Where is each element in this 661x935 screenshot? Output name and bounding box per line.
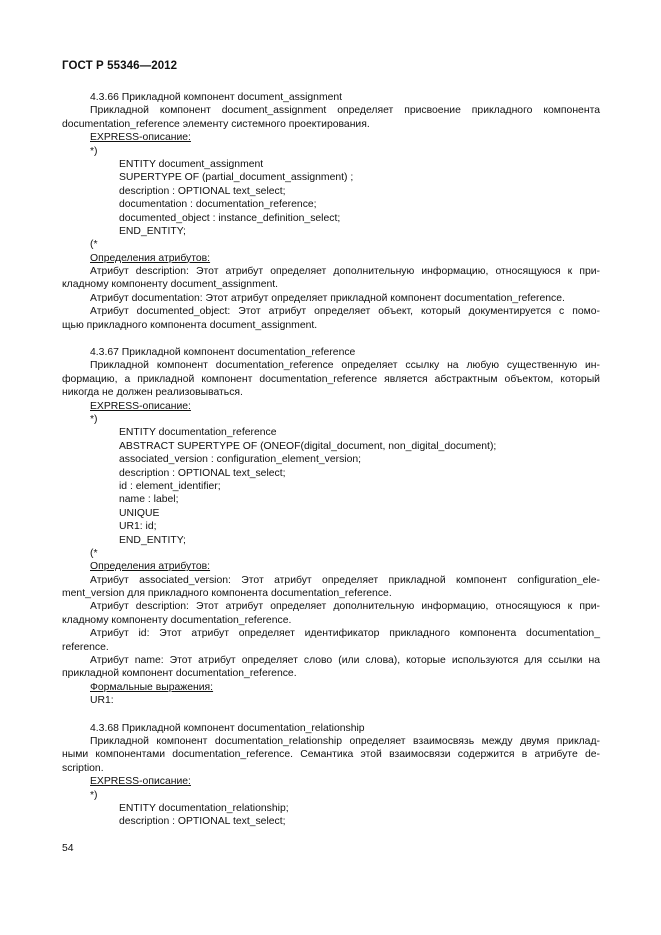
text-line: ENTITY documentation_relationship; (119, 802, 289, 814)
text-line: UR1: id; (119, 521, 157, 533)
text-line: ными компонентами documentation_reference. Семантика этой взаимосвязи содержится в атрибуте de- (62, 749, 600, 761)
text-line: Атрибут documented_object: Этот атрибут определяет объект, который документируется с помо- (90, 306, 600, 318)
text-line: 4.3.68 Прикладной компонент documentation_relationship (90, 722, 365, 734)
text-line: кладному компоненту document_assignment. (62, 279, 279, 291)
text-line: name : label; (119, 494, 179, 506)
text-line: END_ENTITY; (119, 534, 186, 546)
text-line (62, 560, 600, 573)
text-line: *) (90, 413, 98, 425)
text-line: 4.3.67 Прикладной компонент documentation_reference (90, 347, 356, 359)
text-line: description : OPTIONAL text_select; (119, 185, 286, 197)
text-line: ment_version для прикладного компонента documentation_reference. (62, 588, 392, 600)
text-line: прикладной компонент documentation_reference. (62, 668, 297, 680)
text-line: END_ENTITY; (119, 225, 186, 237)
text-line (62, 252, 600, 265)
text-line (62, 131, 600, 144)
section-label: Определения атрибутов: (90, 561, 211, 573)
text-line: Атрибут id: Этот атрибут определяет идентификатор прикладного компонента documentation_ (90, 628, 600, 640)
text-line: формацию, а прикладной компонент documentation_reference является абстрактным объектом, который (62, 373, 600, 385)
section-label: Формальные выражения: (90, 681, 214, 693)
text-line: description : OPTIONAL text_select; (119, 467, 286, 479)
text-line: Атрибут description: Этот атрибут определяет дополнительную информацию, относящуюся к при- (90, 601, 600, 613)
text-line: *) (90, 789, 98, 801)
paragraph-gap (62, 332, 600, 346)
document-header: ГОСТ Р 55346—2012 (62, 60, 178, 72)
text-line: Атрибут documentation: Этот атрибут определяет прикладной компонент documentation_reference. (90, 292, 565, 304)
text-line: щью прикладного компонента document_assignment. (62, 319, 318, 331)
text-line: UR1: (90, 695, 114, 707)
text-line: Прикладной компонент documentation_reference определяет ссылку на любую существенную ин- (90, 360, 600, 372)
text-line: Прикладной компонент documentation_relationship определяет взаимосвязь между двумя приклад- (90, 735, 600, 747)
section-label: EXPRESS-описание: (90, 776, 191, 788)
text-line: ABSTRACT SUPERTYPE OF (ONEOF(digital_document, non_digital_document); (119, 440, 497, 452)
text-line (62, 775, 600, 788)
text-line: ENTITY document_assignment (119, 158, 264, 170)
text-line: associated_version : configuration_element_version; (119, 454, 362, 466)
text-line: 4.3.66 Прикладной компонент document_assignment (90, 92, 343, 103)
text-line: description : OPTIONAL text_select; (119, 816, 286, 828)
text-line: кладному компоненту documentation_reference. (62, 614, 292, 626)
text-line: Прикладной компонент document_assignment определяет присвоение прикладного компонента (90, 105, 600, 117)
text-line: documentation : documentation_reference; (119, 199, 317, 211)
section-label: Определения атрибутов: (90, 252, 211, 264)
text-line: id : element_identifier; (119, 480, 221, 492)
text-line: UNIQUE (119, 507, 160, 519)
text-line: documented_object : instance_definition_select; (119, 212, 341, 224)
document-body (62, 91, 600, 829)
section-label: EXPRESS-описание: (90, 132, 191, 144)
page-number: 54 (62, 843, 74, 854)
text-line: ENTITY documentation_reference (119, 427, 277, 439)
text-line: SUPERTYPE OF (partial_document_assignment) ; (119, 172, 354, 184)
text-line: (* (90, 547, 98, 559)
text-line: Атрибут description: Этот атрибут определяет дополнительную информацию, относящуюся к при- (90, 266, 600, 278)
section-label: EXPRESS-описание: (90, 400, 191, 412)
text-line: *) (90, 145, 98, 157)
text-line: Атрибут name: Этот атрибут определяет слово (или слова), которые используются для ссылки на (90, 655, 600, 667)
text-line (62, 681, 600, 694)
text-line: Атрибут associated_version: Этот атрибут определяет прикладной компонент configuration_ele- (90, 574, 600, 586)
text-line: (* (90, 239, 98, 251)
text-line: scription. (62, 762, 104, 774)
text-line: reference. (62, 641, 109, 653)
text-line: никогда не должен реализовываться. (62, 387, 243, 399)
text-line (62, 400, 600, 413)
text-line: documentation_reference элементу системного проектирования. (62, 118, 370, 130)
paragraph-gap (62, 708, 600, 722)
